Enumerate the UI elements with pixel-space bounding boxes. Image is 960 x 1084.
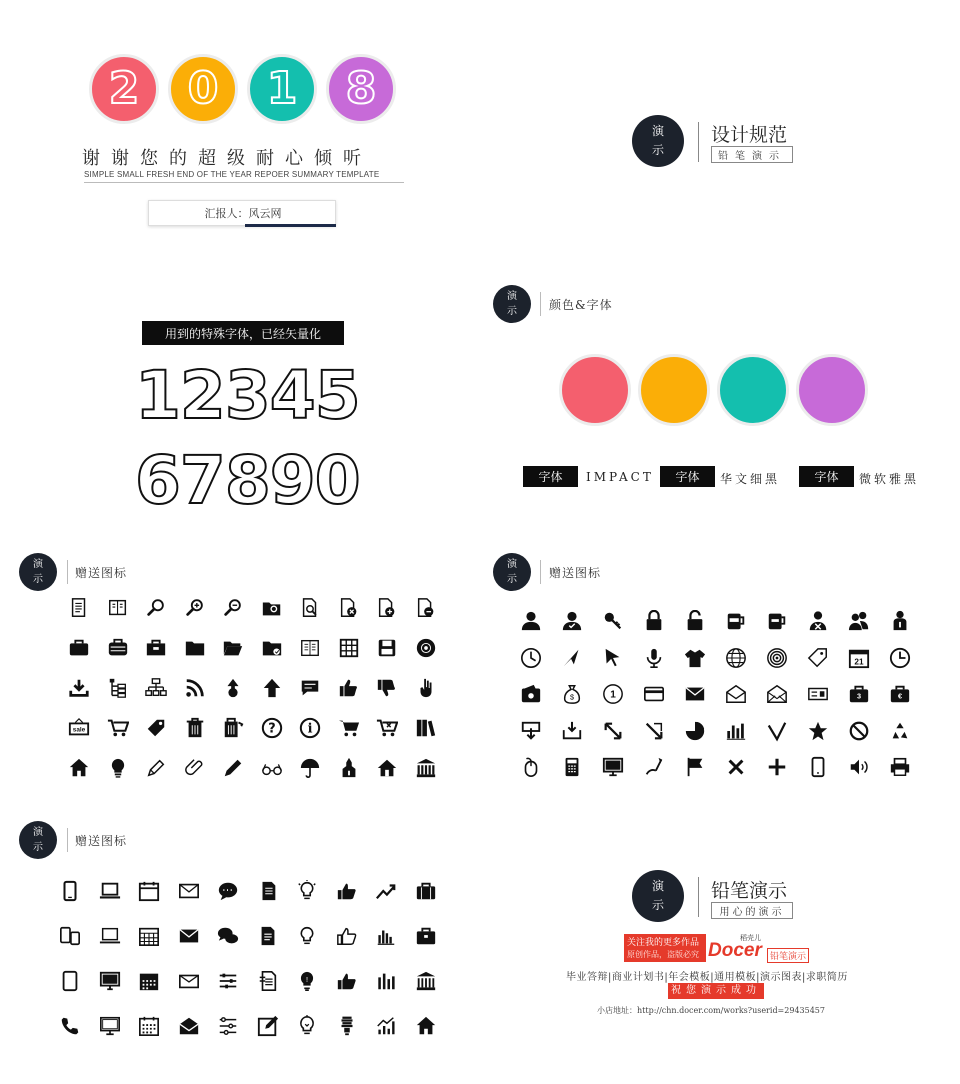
badge-char: 示 — [651, 898, 664, 912]
disc-icon — [414, 636, 438, 660]
demo-badge — [493, 553, 531, 591]
folder-icon — [183, 636, 207, 660]
clock-icon — [519, 646, 543, 670]
org-icon — [144, 676, 168, 700]
monitor-line-icon — [98, 1014, 122, 1038]
table-icon — [337, 636, 361, 660]
folder-search-icon — [260, 596, 284, 620]
pen-icon — [642, 755, 666, 779]
trend-icon — [374, 879, 398, 903]
glasses-icon — [260, 756, 284, 780]
up-circle-icon — [221, 676, 245, 700]
shirt-icon — [683, 646, 707, 670]
doc-list-icon — [256, 969, 280, 993]
users-icon — [847, 609, 871, 633]
pencil2-icon — [221, 756, 245, 780]
color-swatch-purple — [796, 354, 868, 426]
trash-icon — [183, 716, 207, 740]
section-title: 赠送图标 — [549, 566, 602, 580]
mail-open2-icon — [765, 682, 789, 706]
doc-fill-icon — [256, 924, 280, 948]
inbox-icon — [519, 719, 543, 743]
font-name-yahei: 微软雅黑 — [859, 472, 920, 486]
calendar-icon — [847, 646, 871, 670]
plus-icon — [765, 755, 789, 779]
speaker-icon — [847, 755, 871, 779]
tag-icon — [144, 716, 168, 740]
cal-grid2-icon — [137, 969, 161, 993]
pie-icon — [683, 719, 707, 743]
briefcase-icon — [67, 636, 91, 660]
user-x-icon — [806, 609, 830, 633]
bank-icon — [414, 756, 438, 780]
mail-icon — [683, 682, 707, 706]
unlock-icon — [683, 609, 707, 633]
slide-subtitle: 铅笔演示 — [711, 146, 793, 163]
mail-line-icon — [177, 879, 201, 903]
tablet-icon — [58, 969, 82, 993]
year-circle-2 — [168, 54, 238, 124]
badge-char: 演 — [507, 559, 517, 570]
inbox2-icon — [560, 719, 584, 743]
year-circle-3 — [247, 54, 317, 124]
follow-banner — [624, 934, 706, 962]
cursor-icon — [560, 646, 584, 670]
divider — [67, 560, 68, 584]
download-icon — [67, 676, 91, 700]
font-label: 字体 — [523, 466, 578, 487]
bars-tall-icon — [374, 969, 398, 993]
target-icon — [765, 646, 789, 670]
slide-title: 铅笔演示 — [711, 880, 788, 902]
globe-icon — [724, 646, 748, 670]
year-digit: 2 — [108, 63, 140, 114]
question-icon — [260, 716, 284, 740]
doc-x-icon — [337, 596, 361, 620]
phone-icon — [806, 755, 830, 779]
demo-badge — [493, 285, 531, 323]
follow-text: 关注我的更多作品 — [627, 938, 700, 948]
money-bag-icon — [560, 682, 584, 706]
docer-logo — [708, 934, 764, 962]
template-subtitle: SIMPLE SMALL FRESH END OF THE YEAR REPOER SUMMARY TEMPLATE — [84, 170, 380, 179]
cart-icon — [106, 716, 130, 740]
pencil-icon — [144, 756, 168, 780]
badge-char: 演 — [651, 878, 664, 893]
cart-full-icon — [337, 716, 361, 740]
cfl-icon — [335, 1014, 359, 1038]
bag-icon — [106, 636, 130, 660]
year-digit: 1 — [266, 63, 298, 114]
svg-text:21: 21 — [854, 656, 864, 666]
year-digit: 8 — [345, 63, 377, 114]
badge-char: 示 — [33, 574, 43, 585]
devices-icon — [58, 924, 82, 948]
badge-char: 演 — [651, 123, 664, 138]
tag2-icon — [806, 646, 830, 670]
id-card-icon — [806, 682, 830, 706]
church-icon — [337, 756, 361, 780]
reporter-underline — [245, 224, 336, 227]
up-arrow-icon — [260, 676, 284, 700]
cal-grid-icon — [137, 924, 161, 948]
bank2-icon — [414, 969, 438, 993]
edit-icon — [256, 1014, 280, 1038]
expand-icon — [601, 719, 625, 743]
shrink-icon — [642, 719, 666, 743]
badge-char: 示 — [651, 143, 664, 157]
zoomin-icon — [183, 596, 207, 620]
star-icon — [806, 719, 830, 743]
mail-open-icon — [724, 682, 748, 706]
trash-full-icon — [221, 716, 245, 740]
wallet-icon — [519, 682, 543, 706]
divider — [67, 828, 68, 852]
bulb-small-icon — [295, 924, 319, 948]
color-swatch-teal — [717, 354, 789, 426]
mobile-icon — [58, 879, 82, 903]
docer-small: 稻壳儿 — [740, 934, 761, 942]
thumb-up-icon — [337, 676, 361, 700]
folder-up-icon — [260, 636, 284, 660]
thanks-title: 谢谢您的超级耐心倾听 — [82, 148, 372, 169]
section-title: 赠送图标 — [75, 566, 128, 580]
books-icon — [414, 716, 438, 740]
thumb-down-icon — [375, 676, 399, 700]
floppy-icon — [375, 636, 399, 660]
doc-search-icon — [298, 596, 322, 620]
person-icon — [888, 609, 912, 633]
badge-char: 演 — [507, 291, 517, 302]
recycle-icon — [888, 719, 912, 743]
laptop-icon — [98, 879, 122, 903]
desktop-icon — [98, 969, 122, 993]
bag3-icon — [847, 682, 871, 706]
case3-icon — [414, 924, 438, 948]
book-icon — [106, 596, 130, 620]
x-icon — [724, 755, 748, 779]
shop-address: 小店地址：http://chn.docer.com/works?userid=29435457 — [597, 1006, 825, 1015]
font-name-huawen: 华文细黑 — [720, 472, 781, 486]
ban-icon — [847, 719, 871, 743]
slide-title: 设计规范 — [711, 124, 788, 146]
year-digit: 0 — [187, 63, 219, 114]
reporter-text: 汇报人：风云网 — [204, 207, 282, 220]
reporter-box — [148, 200, 336, 226]
divider — [698, 122, 699, 162]
case2-icon — [144, 636, 168, 660]
trend-bars-icon — [374, 1014, 398, 1038]
bar-chart-icon — [374, 924, 398, 948]
section-title: 颜色&字体 — [549, 298, 613, 312]
mail-fill-icon — [177, 924, 201, 948]
section-title: 赠送图标 — [75, 834, 128, 848]
digits-row-1: 12345 — [135, 357, 360, 434]
mouse-icon — [519, 755, 543, 779]
badge-char: 演 — [33, 827, 43, 838]
svg-text:€: € — [897, 691, 903, 701]
open-book-icon — [298, 636, 322, 660]
docer-brand: Docer — [708, 940, 762, 961]
demo-badge — [632, 870, 684, 922]
svg-text:i: i — [307, 721, 313, 737]
clock2-icon — [888, 646, 912, 670]
bulb-line-icon — [295, 879, 319, 903]
printer-icon — [888, 755, 912, 779]
thumb-icon — [335, 879, 359, 903]
slide-subtitle: 用心的演示 — [711, 902, 793, 919]
doc-plus-icon — [375, 596, 399, 620]
mail-open-fill-icon — [177, 1014, 201, 1038]
lock-icon — [642, 609, 666, 633]
svg-text:!: ! — [305, 974, 309, 984]
doc-minus-icon — [414, 596, 438, 620]
tree-icon — [106, 676, 130, 700]
thumb-up2-icon — [335, 969, 359, 993]
clip-icon — [183, 756, 207, 780]
svg-text:$: $ — [569, 692, 575, 702]
laptop2-icon — [98, 924, 122, 948]
font-vector-label: 用到的特殊字体，已经矢量化 — [142, 321, 344, 345]
home-icon — [67, 756, 91, 780]
cal-icon — [137, 879, 161, 903]
svg-text:sale: sale — [72, 726, 86, 734]
home2-icon — [414, 1014, 438, 1038]
subtitle-rule — [84, 182, 404, 183]
folder-open-icon — [221, 636, 245, 660]
card-icon — [642, 682, 666, 706]
mug2-icon — [765, 609, 789, 633]
sale-icon — [67, 716, 91, 740]
font-label: 字体 — [799, 466, 854, 487]
year-circle-1 — [89, 54, 159, 124]
original-text: 原创作品，盗版必究 — [627, 950, 699, 959]
cal-grid3-icon — [137, 1014, 161, 1038]
svg-text:1: 1 — [610, 689, 616, 701]
badge-char: 示 — [33, 842, 43, 853]
badge-char: 演 — [33, 559, 43, 570]
font-label: 字体 — [660, 466, 715, 487]
divider — [698, 877, 699, 917]
bulb-spiral-icon — [295, 1014, 319, 1038]
badge-char: 示 — [507, 574, 517, 585]
sliders-icon — [216, 969, 240, 993]
user-icon — [519, 609, 543, 633]
case-icon — [414, 879, 438, 903]
docs-icon — [256, 879, 280, 903]
divider — [540, 560, 541, 584]
zoomout-icon — [221, 596, 245, 620]
svg-text:3: 3 — [856, 691, 862, 701]
year-circle-4 — [326, 54, 396, 124]
demo-badge — [632, 115, 684, 167]
bubble-icon — [216, 879, 240, 903]
color-swatch-red — [559, 354, 631, 426]
rss-icon — [183, 676, 207, 700]
info-icon — [298, 716, 322, 740]
wish-banner: 祝您演示成功 — [668, 983, 764, 999]
hand-icon — [414, 676, 438, 700]
mug-icon — [724, 609, 748, 633]
bulb-fill-icon — [295, 969, 319, 993]
house2-icon — [375, 756, 399, 780]
badge-char: 示 — [507, 306, 517, 317]
flag-icon — [683, 755, 707, 779]
sliders2-icon — [216, 1014, 240, 1038]
umbrella-icon — [298, 756, 322, 780]
calc-icon — [560, 755, 584, 779]
demo-badge — [19, 553, 57, 591]
monitor-icon — [601, 755, 625, 779]
cursor2-icon — [601, 646, 625, 670]
svg-text:?: ? — [267, 721, 276, 737]
category-links: 毕业答辩|商业计划书|年会模板|通用模板|演示图表|求职简历 — [566, 972, 848, 983]
chat-icon — [298, 676, 322, 700]
font-name-impact: IMPACT — [586, 470, 654, 484]
key-icon — [601, 609, 625, 633]
coin-icon — [601, 682, 625, 706]
doc-icon — [67, 596, 91, 620]
cart-x-icon — [375, 716, 399, 740]
thumb-line-icon — [335, 924, 359, 948]
mic-icon — [642, 646, 666, 670]
search-icon — [144, 596, 168, 620]
color-swatch-orange — [638, 354, 710, 426]
check-icon — [765, 719, 789, 743]
bars-icon — [724, 719, 748, 743]
bulb-icon — [106, 756, 130, 780]
bag4-icon — [888, 682, 912, 706]
phone-handset-icon — [58, 1014, 82, 1038]
divider — [540, 292, 541, 316]
docer-tag: 铅笔演示 — [767, 948, 809, 963]
mail-small-icon — [177, 969, 201, 993]
user-check-icon — [560, 609, 584, 633]
bubbles-icon — [216, 924, 240, 948]
digits-row-2: 67890 — [135, 442, 360, 519]
demo-badge — [19, 821, 57, 859]
